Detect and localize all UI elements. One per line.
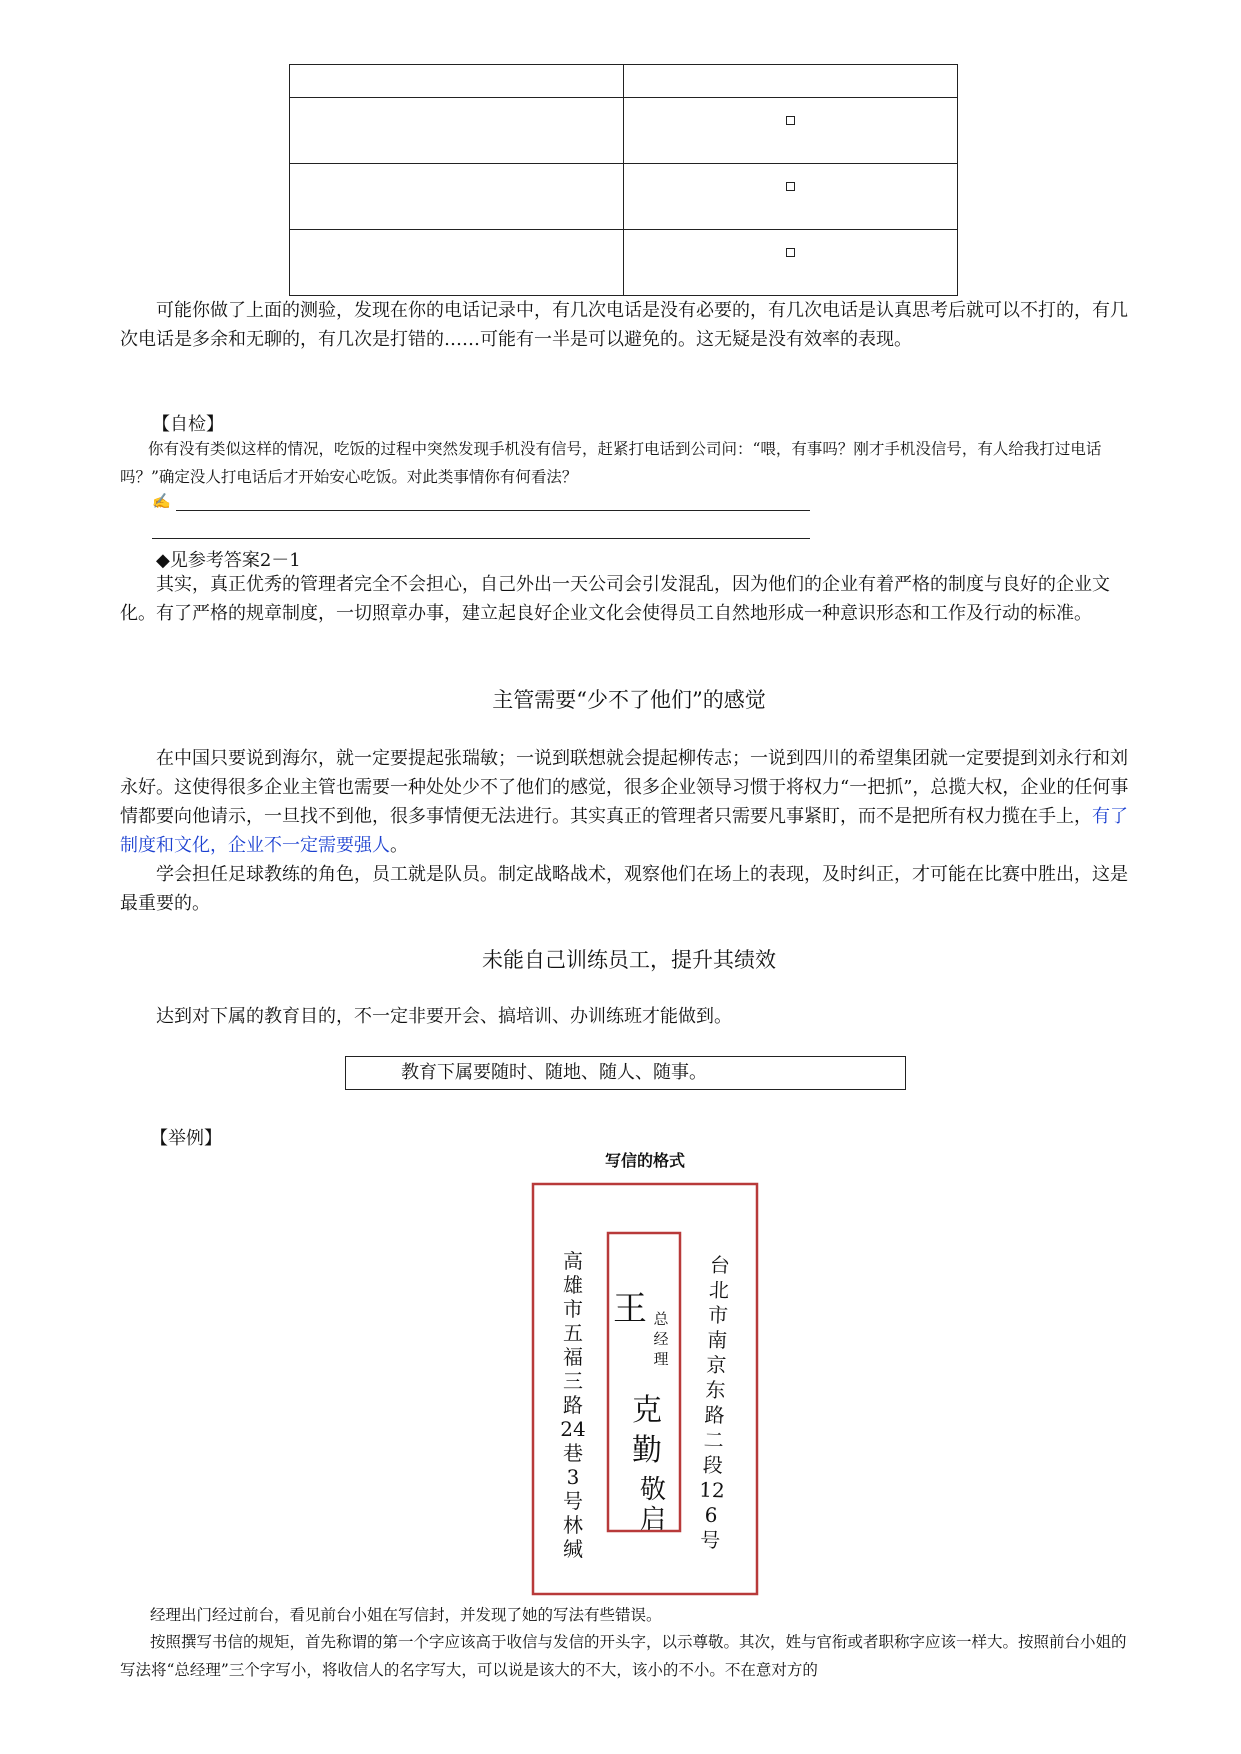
table-cell <box>624 65 958 98</box>
self-check-label: 【自检】 <box>152 414 224 435</box>
paragraph-end: 。 <box>390 835 408 856</box>
envelope-figure <box>530 1181 760 1597</box>
table-row <box>290 65 958 98</box>
closing-phrase: 敬启 <box>639 1475 666 1535</box>
phone-log-table <box>289 64 958 296</box>
section-heading: 主管需要“少不了他们”的感觉 <box>492 688 766 712</box>
figure-title: 写信的格式 <box>604 1151 685 1170</box>
answer-line-2[interactable] <box>152 538 810 539</box>
table-cell <box>290 230 624 296</box>
table-cell <box>290 65 624 98</box>
recipient-given-name: 克勤 <box>632 1393 662 1468</box>
paragraph-excellent-managers: 其实，真正优秀的管理者完全不会担心，自己外出一天公司会引发混乱，因为他们的企业有着严格的制度与良好的企业文化。有了严格的规章制度，一切照章办事，建立起良好企业文化会使得员工自然地形成一种意识形态和工作及行动的标准。 <box>120 574 1110 624</box>
self-check-question: 你有没有类似这样的情况，吃饭的过程中突然发现手机没有信号，赶紧打电话到公司问：“喂，有事吗？刚才手机没信号，有人给我打过电话吗？”确定没人打电话后才开始安心吃饭。对此类事情你有何看法？ <box>120 440 1102 486</box>
checkbox-icon[interactable] <box>786 116 795 125</box>
recipient-address: 台北市南京东路二段126号 <box>698 1252 731 1553</box>
table-cell <box>290 164 624 230</box>
paragraph-manager-notice: 经理出门经过前台，看见前台小姐在写信封，并发现了她的写法有些错误。 <box>150 1606 662 1624</box>
reference-answer: ◆见参考答案2－1 <box>156 550 301 571</box>
section-heading: 未能自己训练员工，提升其绩效 <box>482 948 776 972</box>
pen-icon: ✍ <box>152 492 171 510</box>
checkbox-icon[interactable] <box>786 182 795 191</box>
section-body <box>120 744 1138 918</box>
table-row <box>290 98 958 164</box>
paragraph-china-leaders <box>120 744 1138 860</box>
checkbox-icon[interactable] <box>786 248 795 257</box>
paragraph-letter-rules: 按照撰写书信的规矩，首先称谓的第一个字应该高于收信与发信的开头字，以示尊敬。其次，姓与官衔或者职称字应该一样大。按照前台小姐的写法将“总经理”三个字写小，将收信人的名字写大，可以说是该大的不大，该小的不小。不在意对方的 <box>120 1633 1127 1679</box>
table-cell <box>290 98 624 164</box>
answer-line-1[interactable] <box>152 492 810 516</box>
table-row <box>290 164 958 230</box>
paragraph-football-coach: 学会担任足球教练的角色，员工就是队员。制定战略战术，观察他们在场上的表现，及时纠正，才可能在比赛中胜出，这是最重要的。 <box>120 864 1128 914</box>
example-label: 【举例】 <box>150 1128 222 1149</box>
paragraph-text: 在中国只要说到海尔，就一定要提起张瑞敏；一说到联想就会提起柳传志；一说到四川的希望集团就一定要提到刘永行和刘永好。这使得很多企业主管也需要一种处处少不了他们的感觉，很多企业领导习惯于将权力“一把抓”，总揽大权，企业的任何事情都要向他请示，一旦找不到他，很多事情便无法进行。其实真正的管理者只需要凡事紧盯，而不是把所有权力揽在手上， <box>120 748 1129 827</box>
table-cell <box>624 164 958 230</box>
table-cell <box>624 98 958 164</box>
highlighted-text: 有了制度和文化，企业不一定需要强人 <box>120 806 1128 856</box>
sender-address: 高雄市五福三路24巷3号林缄 <box>560 1249 586 1561</box>
recipient-surname: 王 <box>613 1289 647 1329</box>
paragraph-education-goal: 达到对下属的教育目的，不一定非要开会、搞培训、办训练班才能做到。 <box>156 1006 732 1027</box>
paragraph-phone-test: 可能你做了上面的测验，发现在你的电话记录中，有几次电话是没有必要的，有几次电话是认真思考后就可以不打的，有几次电话是多余和无聊的，有几次是打错的……可能有一半是可以避免的。这无疑是没有效率的表现。 <box>120 300 1128 350</box>
table-row <box>290 230 958 296</box>
table-cell <box>624 230 958 296</box>
recipient-title: 总经理 <box>653 1310 669 1368</box>
boxed-principle: 教育下属要随时、随地、随人、随事。 <box>345 1056 906 1090</box>
